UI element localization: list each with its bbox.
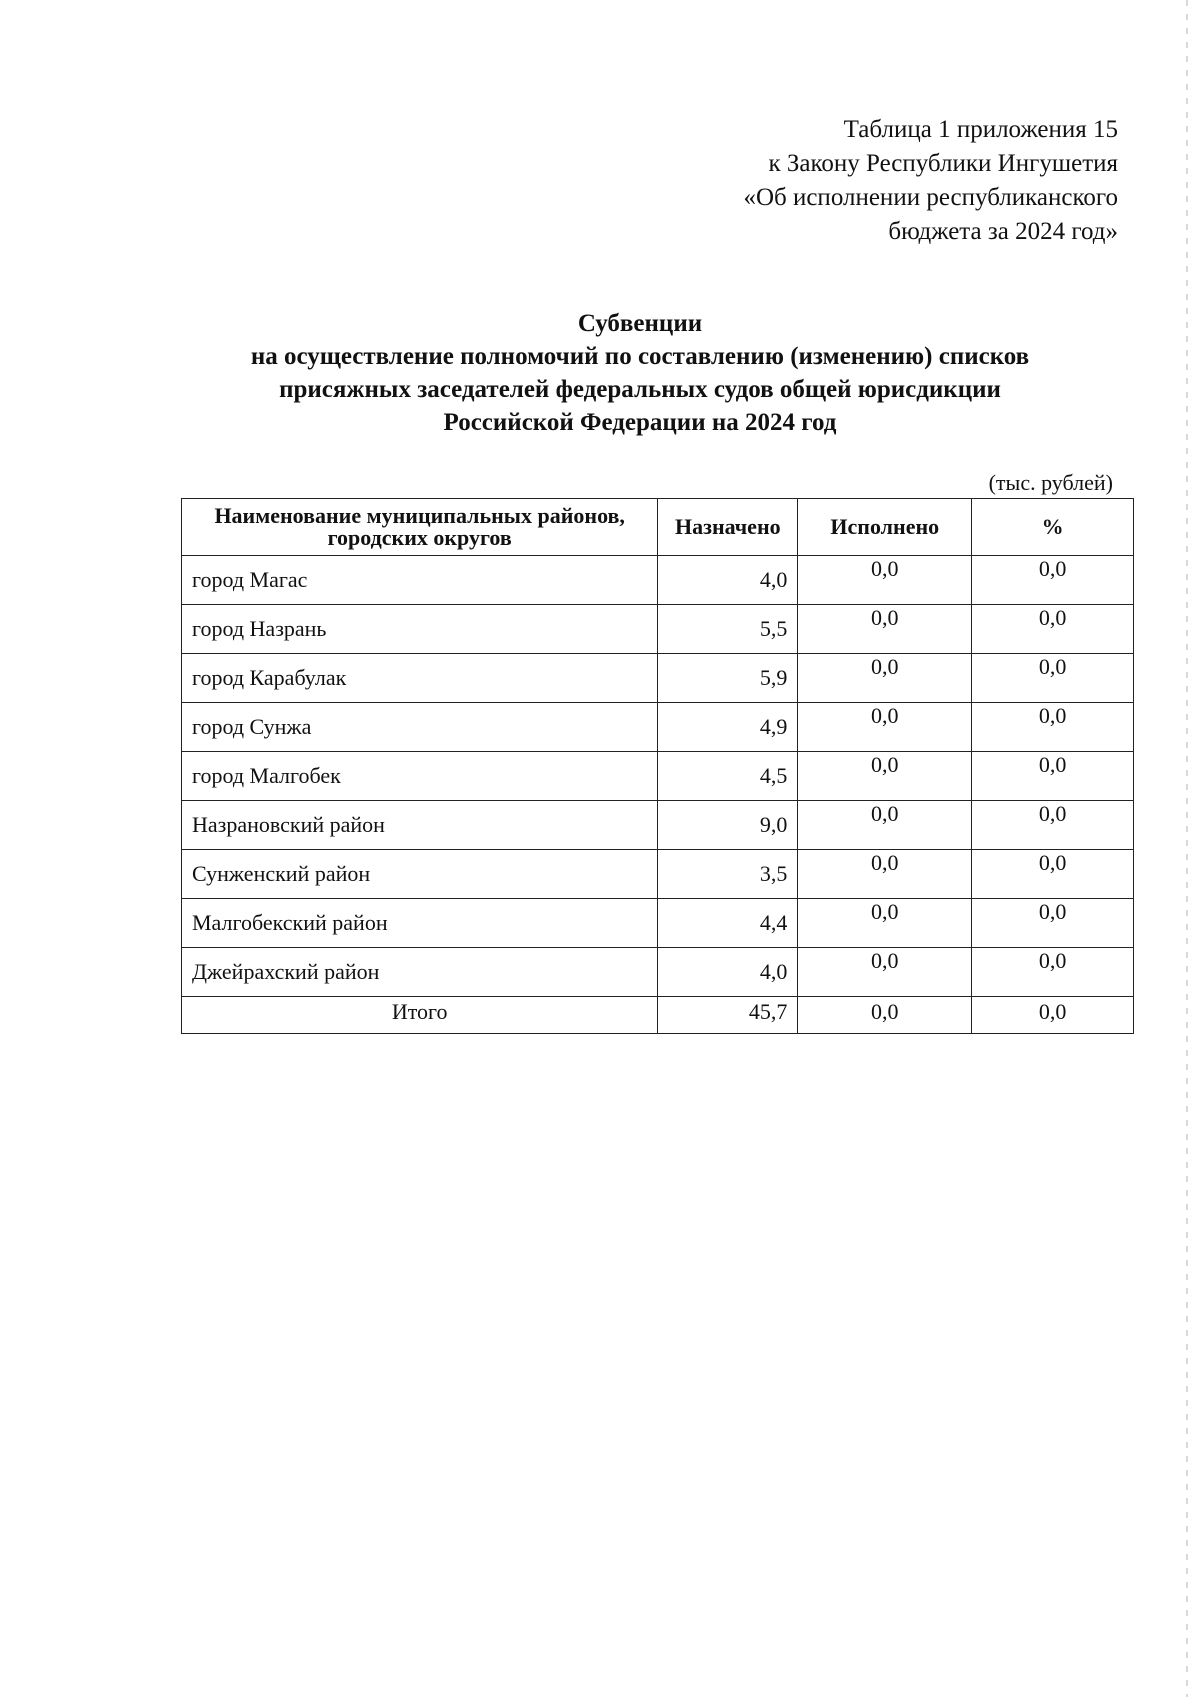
total-label: Итого bbox=[182, 997, 658, 1034]
header-line-3: «Об исполнении республиканского bbox=[743, 184, 1118, 211]
cell-assigned: 3,5 bbox=[658, 850, 798, 899]
cell-executed: 0,0 bbox=[798, 556, 972, 605]
total-executed: 0,0 bbox=[798, 997, 972, 1034]
cell-name: город Карабулак bbox=[182, 654, 658, 703]
total-assigned: 45,7 bbox=[658, 997, 798, 1034]
table-header-row bbox=[182, 499, 1134, 556]
table-row bbox=[182, 899, 1134, 948]
title-line-3: присяжных заседателей федеральных судов общей юрисдикции bbox=[279, 376, 1001, 403]
cell-percent: 0,0 bbox=[972, 801, 1134, 850]
table-row bbox=[182, 703, 1134, 752]
total-row bbox=[182, 997, 1134, 1034]
cell-name: Сунженский район bbox=[182, 850, 658, 899]
cell-executed: 0,0 bbox=[798, 948, 972, 997]
cell-name: город Сунжа bbox=[182, 703, 658, 752]
cell-executed: 0,0 bbox=[798, 752, 972, 801]
table-row bbox=[182, 752, 1134, 801]
cell-assigned: 4,0 bbox=[658, 556, 798, 605]
cell-percent: 0,0 bbox=[972, 850, 1134, 899]
header-percent: % bbox=[972, 499, 1134, 556]
cell-assigned: 4,5 bbox=[658, 752, 798, 801]
cell-name: город Магас bbox=[182, 556, 658, 605]
cell-name: Назрановский район bbox=[182, 801, 658, 850]
cell-assigned: 5,5 bbox=[658, 605, 798, 654]
cell-executed: 0,0 bbox=[798, 899, 972, 948]
cell-name: город Малгобек bbox=[182, 752, 658, 801]
title-line-2: на осуществление полномочий по составлению (изменению) списков bbox=[250, 343, 1030, 370]
title-line-4: Российской Федерации на 2024 год bbox=[443, 409, 837, 436]
cell-assigned: 5,9 bbox=[658, 654, 798, 703]
cell-name: Джейрахский район bbox=[182, 948, 658, 997]
document-title bbox=[150, 307, 1130, 439]
table-row bbox=[182, 801, 1134, 850]
cell-assigned: 4,0 bbox=[658, 948, 798, 997]
cell-percent: 0,0 bbox=[972, 654, 1134, 703]
header-line-2: к Закону Республики Ингушетия bbox=[768, 150, 1118, 177]
title-line-1: Субвенции bbox=[577, 310, 703, 337]
cell-executed: 0,0 bbox=[798, 605, 972, 654]
cell-assigned: 4,4 bbox=[658, 899, 798, 948]
cell-name: город Назрань bbox=[182, 605, 658, 654]
cell-executed: 0,0 bbox=[798, 654, 972, 703]
header-line-4: бюджета за 2024 год» bbox=[888, 218, 1118, 245]
header-assigned: Назначено bbox=[658, 499, 798, 556]
scan-edge-artifact bbox=[1186, 0, 1188, 1697]
cell-percent: 0,0 bbox=[972, 948, 1134, 997]
table-row bbox=[182, 605, 1134, 654]
cell-assigned: 4,9 bbox=[658, 703, 798, 752]
cell-assigned: 9,0 bbox=[658, 801, 798, 850]
cell-executed: 0,0 bbox=[798, 703, 972, 752]
header-executed: Исполнено bbox=[798, 499, 972, 556]
table-row bbox=[182, 948, 1134, 997]
cell-name: Малгобекский район bbox=[182, 899, 658, 948]
units-label: (тыс. рублей) bbox=[988, 470, 1113, 495]
cell-percent: 0,0 bbox=[972, 556, 1134, 605]
header-line-1: Таблица 1 приложения 15 bbox=[843, 116, 1118, 143]
subventions-table bbox=[181, 498, 1134, 1034]
table-row bbox=[182, 850, 1134, 899]
table-row bbox=[182, 556, 1134, 605]
cell-percent: 0,0 bbox=[972, 899, 1134, 948]
document-header bbox=[743, 113, 1118, 249]
cell-executed: 0,0 bbox=[798, 850, 972, 899]
cell-executed: 0,0 bbox=[798, 801, 972, 850]
cell-percent: 0,0 bbox=[972, 752, 1134, 801]
total-percent: 0,0 bbox=[972, 997, 1134, 1034]
cell-percent: 0,0 bbox=[972, 703, 1134, 752]
cell-percent: 0,0 bbox=[972, 605, 1134, 654]
header-name: Наименование муниципальных районов, городских округов bbox=[182, 499, 658, 556]
table-row bbox=[182, 654, 1134, 703]
